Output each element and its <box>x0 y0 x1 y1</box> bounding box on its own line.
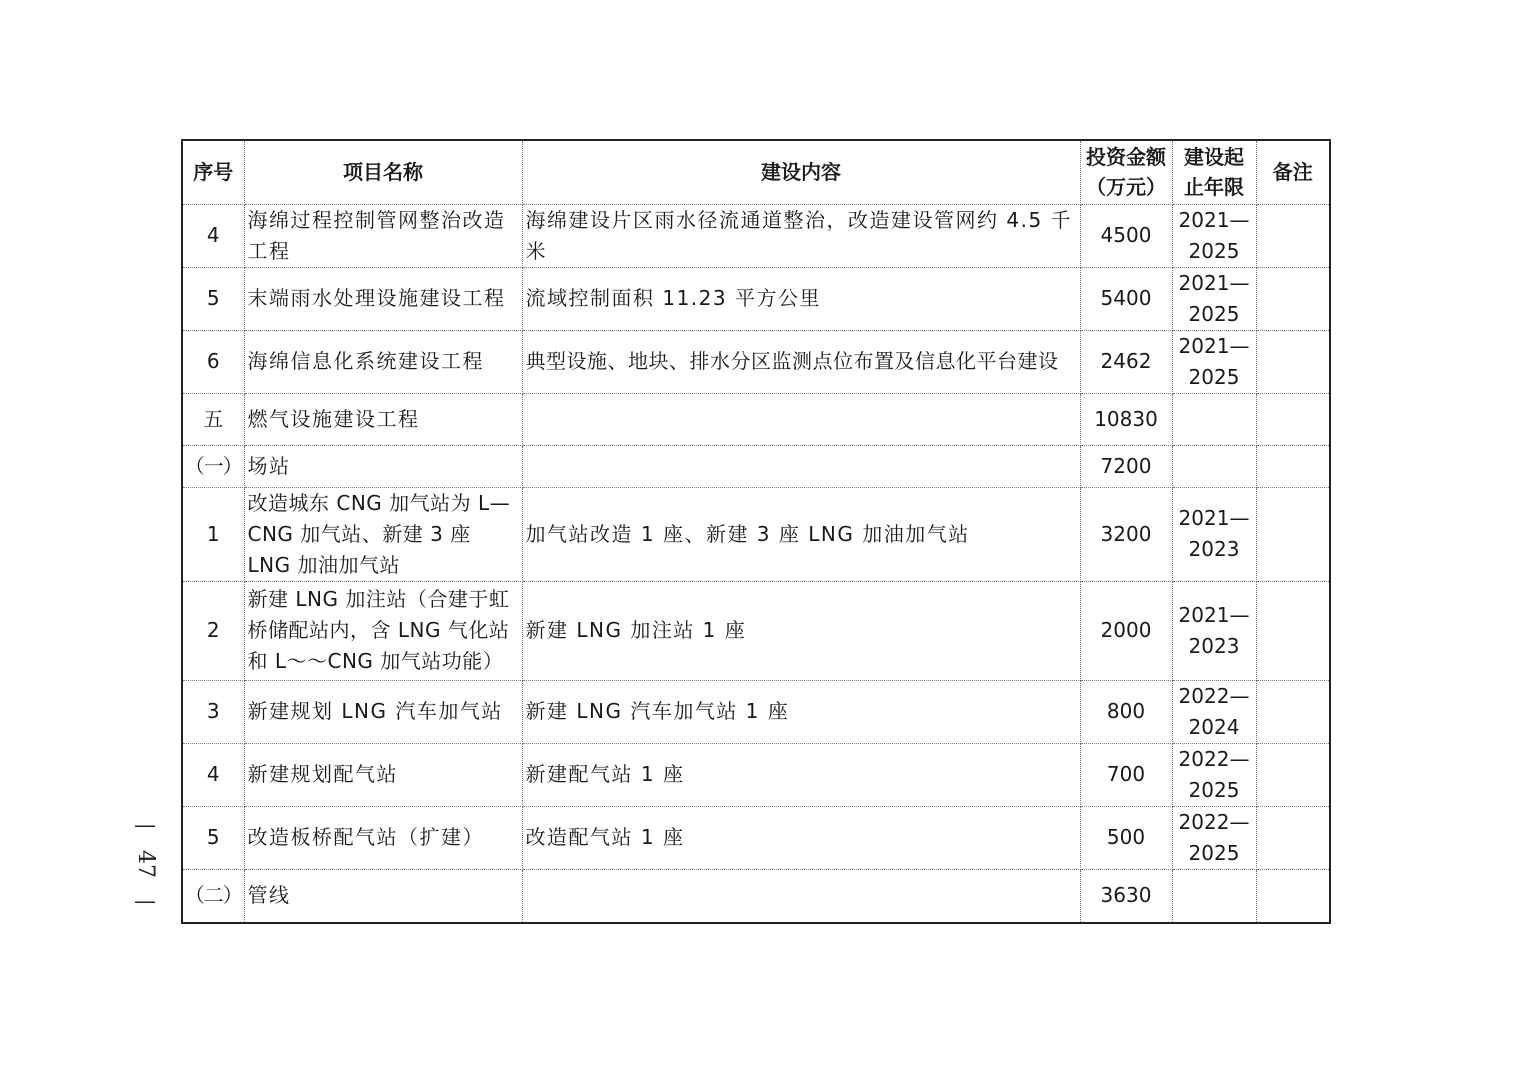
cell-amount: 5400 <box>1080 267 1172 330</box>
cell-seq: 3 <box>182 680 244 743</box>
cell-amount: 500 <box>1080 806 1172 869</box>
project-table <box>181 139 1331 924</box>
cell-period <box>1172 581 1256 680</box>
cell-content: 新建 LNG 汽车加气站 1 座 <box>522 680 1080 743</box>
cell-seq: 4 <box>182 204 244 267</box>
cell-period <box>1172 393 1256 445</box>
cell-content: 典型设施、地块、排水分区监测点位布置及信息化平台建设 <box>522 330 1080 393</box>
cell-period-start: 2021— <box>1178 270 1250 295</box>
table-header-row <box>182 140 1330 204</box>
cell-period <box>1172 267 1256 330</box>
cell-content: 加气站改造 1 座、新建 3 座 LNG 加油加气站 <box>522 487 1080 581</box>
cell-period <box>1172 680 1256 743</box>
table-row <box>182 743 1330 806</box>
page-number-value: 47 <box>133 850 158 878</box>
cell-amount: 4500 <box>1080 204 1172 267</box>
cell-seq: 5 <box>182 806 244 869</box>
cell-remark <box>1256 581 1330 680</box>
page-number-dash-bottom: — <box>134 889 156 914</box>
cell-content: 改造配气站 1 座 <box>522 806 1080 869</box>
page-number <box>128 808 162 920</box>
cell-seq: 6 <box>182 330 244 393</box>
cell-content <box>522 445 1080 487</box>
cell-name: 新建 LNG 加注站（合建于虹桥储配站内，含 LNG 气化站和 L～～CNG 加气站功能） <box>244 581 522 680</box>
cell-seq: 1 <box>182 487 244 581</box>
table-row <box>182 267 1330 330</box>
cell-amount: 800 <box>1080 680 1172 743</box>
cell-period-start: 2021— <box>1178 602 1250 627</box>
cell-period <box>1172 445 1256 487</box>
cell-period-start: 2021— <box>1178 207 1250 232</box>
cell-remark <box>1256 445 1330 487</box>
cell-period-end: 2023 <box>1188 633 1240 658</box>
cell-name: 新建规划配气站 <box>244 743 522 806</box>
cell-period-start: 2022— <box>1178 809 1250 834</box>
cell-period <box>1172 806 1256 869</box>
cell-remark <box>1256 393 1330 445</box>
table-row <box>182 393 1330 445</box>
cell-amount: 2000 <box>1080 581 1172 680</box>
header-seq: 序号 <box>182 140 244 204</box>
header-content: 建设内容 <box>522 140 1080 204</box>
cell-amount: 7200 <box>1080 445 1172 487</box>
cell-seq: （二） <box>182 869 244 923</box>
cell-period-end: 2024 <box>1188 714 1240 739</box>
table-row <box>182 487 1330 581</box>
cell-content: 新建 LNG 加注站 1 座 <box>522 581 1080 680</box>
cell-name: 海绵信息化系统建设工程 <box>244 330 522 393</box>
cell-amount: 2462 <box>1080 330 1172 393</box>
cell-name: 末端雨水处理设施建设工程 <box>244 267 522 330</box>
cell-content: 新建配气站 1 座 <box>522 743 1080 806</box>
cell-period-start: 2022— <box>1178 683 1250 708</box>
header-investment-line2: （万元） <box>1086 175 1166 200</box>
cell-amount: 3630 <box>1080 869 1172 923</box>
cell-period <box>1172 204 1256 267</box>
cell-period <box>1172 869 1256 923</box>
cell-period-start: 2021— <box>1178 506 1250 530</box>
header-period-line1: 建设起 <box>1184 145 1244 170</box>
cell-remark <box>1256 267 1330 330</box>
table-row <box>182 869 1330 923</box>
cell-name: 燃气设施建设工程 <box>244 393 522 445</box>
cell-amount: 3200 <box>1080 487 1172 581</box>
cell-remark <box>1256 330 1330 393</box>
header-remark: 备注 <box>1256 140 1330 204</box>
table-row <box>182 445 1330 487</box>
page-number-dash-top: — <box>134 813 156 838</box>
cell-period-end: 2025 <box>1188 301 1240 326</box>
cell-name: 新建规划 LNG 汽车加气站 <box>244 680 522 743</box>
cell-seq: 五 <box>182 393 244 445</box>
cell-content <box>522 393 1080 445</box>
cell-period-end: 2025 <box>1188 364 1240 389</box>
cell-name: 海绵过程控制管网整治改造工程 <box>244 204 522 267</box>
header-period <box>1172 140 1256 204</box>
table-row <box>182 806 1330 869</box>
header-period-line2: 止年限 <box>1184 175 1244 200</box>
table-row <box>182 581 1330 680</box>
cell-name: 管线 <box>244 869 522 923</box>
cell-period <box>1172 743 1256 806</box>
cell-period-start: 2022— <box>1178 746 1250 771</box>
cell-period <box>1172 487 1256 581</box>
cell-remark <box>1256 743 1330 806</box>
cell-period-start: 2021— <box>1178 333 1250 358</box>
cell-name: 改造城东 CNG 加气站为 L—CNG 加气站、新建 3 座 LNG 加油加气站 <box>244 487 522 581</box>
cell-content <box>522 869 1080 923</box>
cell-seq: 4 <box>182 743 244 806</box>
cell-seq: 2 <box>182 581 244 680</box>
cell-period-end: 2025 <box>1188 777 1240 802</box>
cell-period-end: 2025 <box>1188 238 1240 263</box>
cell-remark <box>1256 487 1330 581</box>
cell-remark <box>1256 680 1330 743</box>
table-row <box>182 330 1330 393</box>
header-investment-line1: 投资金额 <box>1086 145 1166 170</box>
cell-seq: （一） <box>182 445 244 487</box>
cell-remark <box>1256 204 1330 267</box>
header-investment <box>1080 140 1172 204</box>
cell-content: 流域控制面积 11.23 平方公里 <box>522 267 1080 330</box>
cell-name: 场站 <box>244 445 522 487</box>
cell-amount: 10830 <box>1080 393 1172 445</box>
cell-seq: 5 <box>182 267 244 330</box>
cell-remark <box>1256 806 1330 869</box>
cell-name: 改造板桥配气站（扩建） <box>244 806 522 869</box>
cell-amount: 700 <box>1080 743 1172 806</box>
cell-period-end: 2023 <box>1188 537 1240 561</box>
table-row <box>182 204 1330 267</box>
cell-period <box>1172 330 1256 393</box>
cell-remark <box>1256 869 1330 923</box>
header-name: 项目名称 <box>244 140 522 204</box>
cell-content: 海绵建设片区雨水径流通道整治，改造建设管网约 4.5 千米 <box>522 204 1080 267</box>
cell-period-end: 2025 <box>1188 840 1240 865</box>
table-row <box>182 680 1330 743</box>
